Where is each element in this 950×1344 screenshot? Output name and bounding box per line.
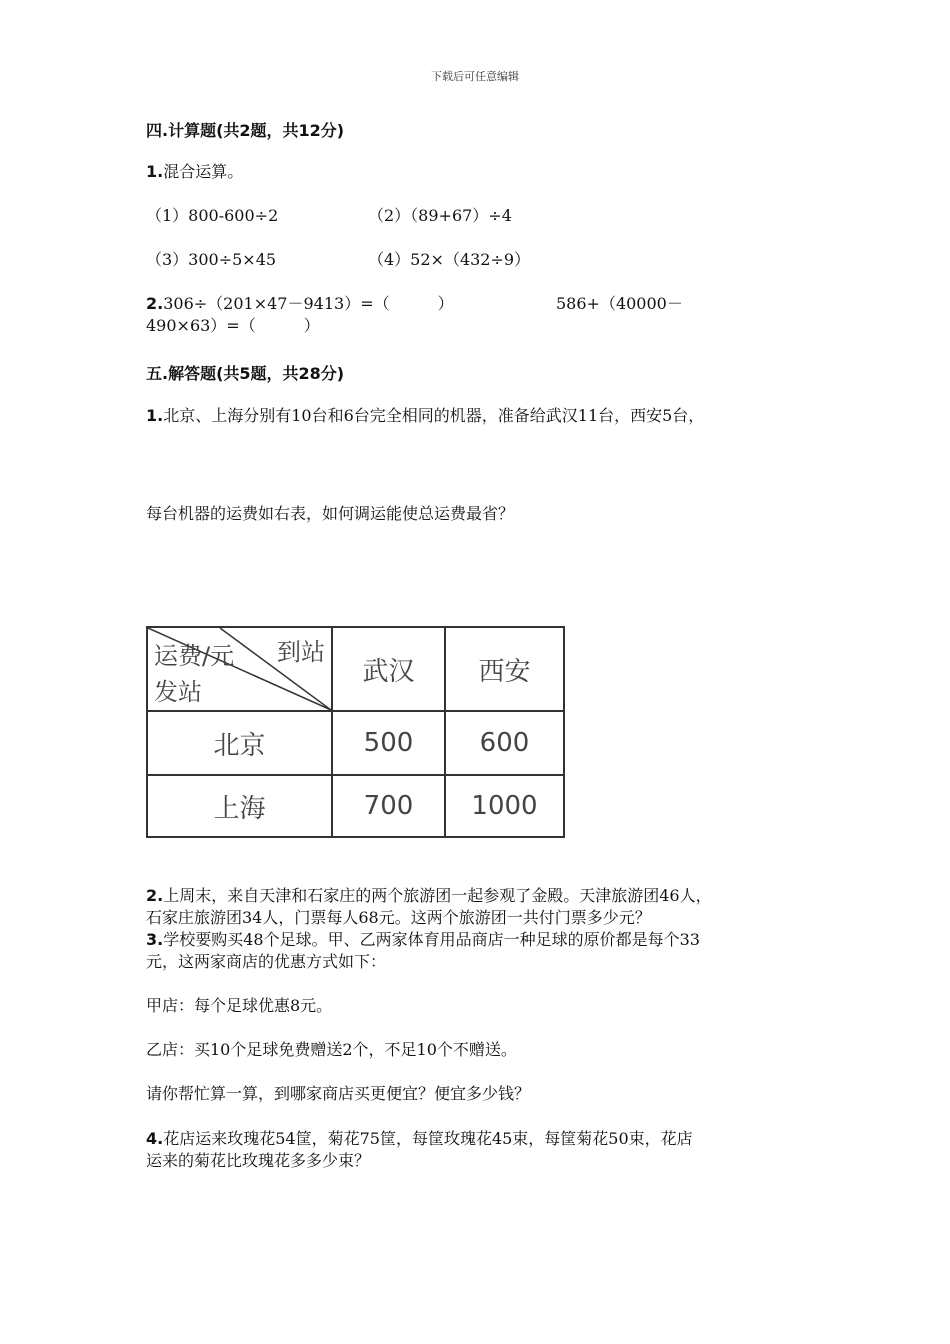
question-number: 3. (146, 930, 164, 949)
question-text: 花店运来玫瑰花54筐，菊花75筐，每筐玫瑰花45束，每筐菊花50束，花店 (163, 1129, 693, 1148)
calc-item-1: （1）800-600÷2 (146, 206, 279, 225)
s5-q3-ask: 请你帮忙算一算，到哪家商店买更便宜？便宜多少钱？ (146, 1084, 531, 1103)
s5-q4 (146, 1128, 693, 1150)
cell-value: 500 (332, 711, 445, 775)
s4-q2 (146, 293, 454, 315)
corner-label-departure: 发站 (154, 678, 202, 706)
s5-q3 (146, 929, 700, 951)
row-label-shanghai: 上海 (147, 775, 332, 837)
question-number: 2. (146, 294, 164, 313)
cell-value: 600 (445, 711, 564, 775)
corner-label-fee: 运费/元 (154, 642, 235, 670)
s5-q3-shop-a: 甲店：每个足球优惠8元。 (146, 996, 333, 1015)
cell-value: 1000 (445, 775, 564, 837)
question-number: 1. (146, 406, 164, 425)
question-text: 306÷（201×47－9413）=（ ） (163, 294, 454, 313)
section-4-title: 四.计算题(共2题，共12分) (146, 121, 345, 140)
table-corner-cell (147, 627, 332, 711)
question-number: 2. (146, 886, 164, 905)
freight-table (146, 626, 565, 838)
s5-q3-shop-b: 乙店：买10个足球免费赠送2个，不足10个不赠送。 (146, 1040, 517, 1059)
s4-q1 (146, 161, 243, 183)
question-text: 学校要购买48个足球。甲、乙两家体育用品商店一种足球的原价都是每个33 (163, 930, 700, 949)
s5-q1-line2: 每台机器的运费如右表，如何调运能使总运费最省？ (146, 504, 515, 523)
s4-q2-part2: 586+（40000－ (556, 294, 683, 313)
column-header-wuhan: 武汉 (332, 627, 445, 711)
table-row (147, 775, 564, 837)
calc-item-4: （4）52×（432÷9） (368, 250, 531, 269)
corner-label-arrival: 到站 (277, 638, 325, 666)
s4-q2-line2: 490×63）=（ ） (146, 316, 320, 335)
question-number: 4. (146, 1129, 164, 1148)
column-header-xian: 西安 (445, 627, 564, 711)
cell-value: 700 (332, 775, 445, 837)
s5-q4-line2: 运来的菊花比玫瑰花多多少束？ (146, 1151, 371, 1170)
calc-item-2: （2）（89+67）÷4 (368, 206, 512, 225)
s5-q1 (146, 405, 704, 427)
s5-q2 (146, 885, 712, 907)
page-header: 下载后可任意编辑 (431, 70, 519, 83)
question-number: 1. (146, 162, 164, 181)
s5-q3-line2: 元，这两家商店的优惠方式如下： (146, 952, 387, 971)
question-text: 上周末，来自天津和石家庄的两个旅游团一起参观了金殿。天津旅游团46人， (163, 886, 712, 905)
s5-q2-line2: 石家庄旅游团34人，门票每人68元。这两个旅游团一共付门票多少元？ (146, 908, 651, 927)
question-text: 北京、上海分别有10台和6台完全相同的机器，准备给武汉11台，西安5台， (163, 406, 705, 425)
calc-item-3: （3）300÷5×45 (146, 250, 277, 269)
row-label-beijing: 北京 (147, 711, 332, 775)
question-text: 混合运算。 (163, 162, 244, 181)
table-row (147, 711, 564, 775)
section-5-title: 五.解答题(共5题，共28分) (146, 364, 345, 383)
